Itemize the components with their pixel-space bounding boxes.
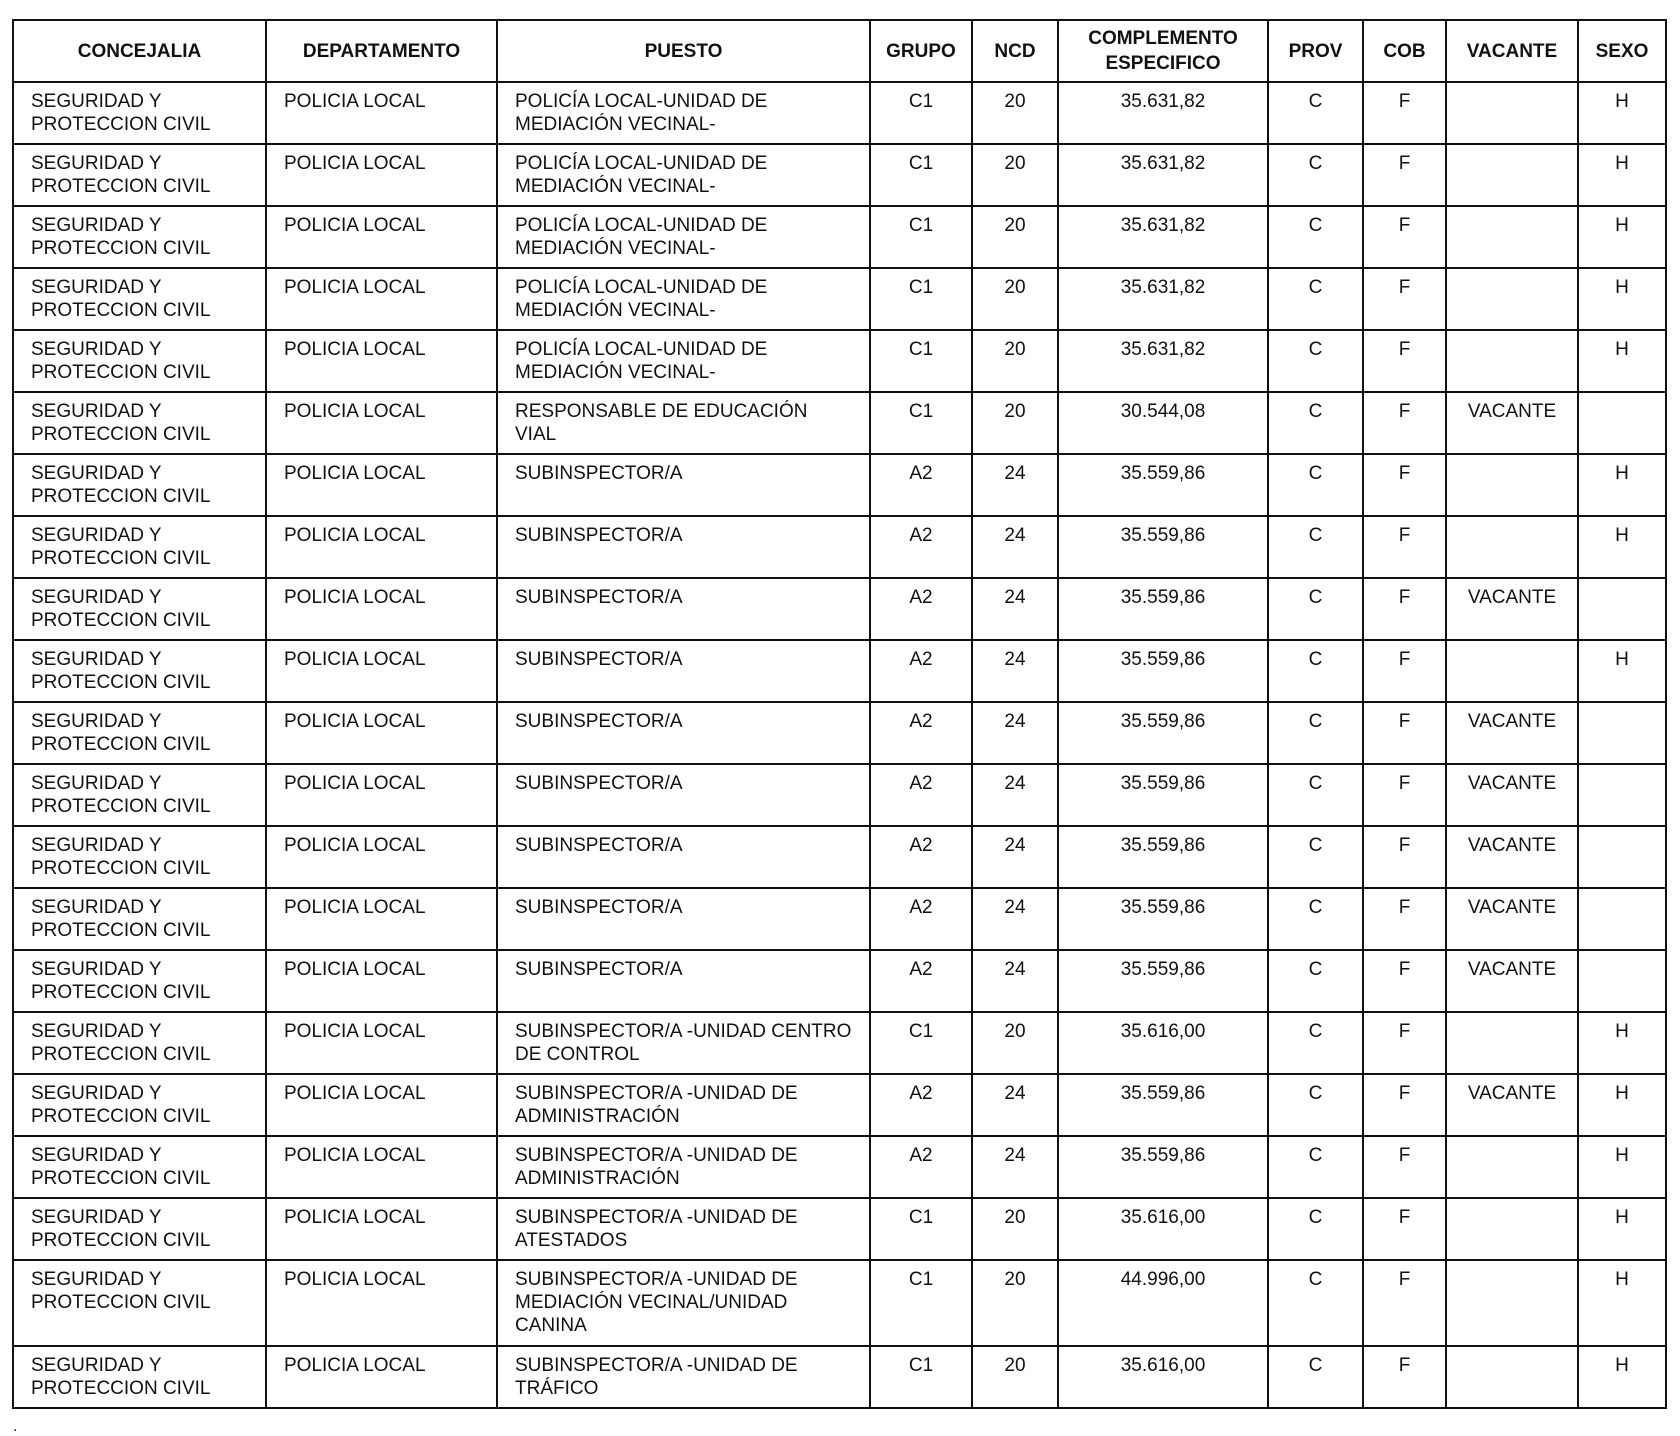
cell-concejalia: SEGURIDAD Y PROTECCION CIVIL xyxy=(13,392,266,454)
cell-complemento-especifico: 35.616,00 xyxy=(1058,1346,1268,1408)
cell-puesto: POLICÍA LOCAL-UNIDAD DE MEDIACIÓN VECINAL- xyxy=(497,268,870,330)
table-row xyxy=(13,144,1666,206)
cell-cob: F xyxy=(1363,1136,1446,1198)
cell-ncd: 24 xyxy=(972,888,1058,950)
cell-puesto: SUBINSPECTOR/A xyxy=(497,702,870,764)
cell-departamento: POLICIA LOCAL xyxy=(266,206,497,268)
cell-sexo: H xyxy=(1578,268,1666,330)
cell-puesto: POLICÍA LOCAL-UNIDAD DE MEDIACIÓN VECINAL- xyxy=(497,144,870,206)
cell-sexo: H xyxy=(1578,330,1666,392)
cell-concejalia: SEGURIDAD Y PROTECCION CIVIL xyxy=(13,516,266,578)
cell-puesto: POLICÍA LOCAL-UNIDAD DE MEDIACIÓN VECINAL- xyxy=(497,206,870,268)
cell-grupo: C1 xyxy=(870,82,972,144)
cell-concejalia: SEGURIDAD Y PROTECCION CIVIL xyxy=(13,1074,266,1136)
cell-ncd: 20 xyxy=(972,144,1058,206)
cell-sexo: H xyxy=(1578,1136,1666,1198)
cell-vacante xyxy=(1446,454,1578,516)
cell-departamento: POLICIA LOCAL xyxy=(266,1346,497,1408)
cell-ncd: 24 xyxy=(972,702,1058,764)
cell-vacante xyxy=(1446,1198,1578,1260)
cell-concejalia: SEGURIDAD Y PROTECCION CIVIL xyxy=(13,144,266,206)
cell-cob: F xyxy=(1363,1346,1446,1408)
cell-grupo: C1 xyxy=(870,206,972,268)
table-row xyxy=(13,454,1666,516)
cell-concejalia: SEGURIDAD Y PROTECCION CIVIL xyxy=(13,454,266,516)
cell-sexo: H xyxy=(1578,454,1666,516)
cell-complemento-especifico: 35.559,86 xyxy=(1058,764,1268,826)
cell-departamento: POLICIA LOCAL xyxy=(266,578,497,640)
cell-vacante xyxy=(1446,82,1578,144)
cell-ncd: 24 xyxy=(972,826,1058,888)
cell-cob: F xyxy=(1363,206,1446,268)
cell-ncd: 20 xyxy=(972,206,1058,268)
cell-grupo: A2 xyxy=(870,702,972,764)
cell-vacante xyxy=(1446,144,1578,206)
cell-cob: F xyxy=(1363,516,1446,578)
cell-ncd: 24 xyxy=(972,454,1058,516)
cell-puesto: SUBINSPECTOR/A -UNIDAD DE ADMINISTRACIÓN xyxy=(497,1074,870,1136)
column-header-complemento-especifico: COMPLEMENTO ESPECIFICO xyxy=(1058,20,1268,82)
cell-prov: C xyxy=(1268,206,1363,268)
cell-prov: C xyxy=(1268,888,1363,950)
cell-departamento: POLICIA LOCAL xyxy=(266,516,497,578)
cell-ncd: 24 xyxy=(972,1136,1058,1198)
column-header-sexo: SEXO xyxy=(1578,20,1666,82)
cell-prov: C xyxy=(1268,1136,1363,1198)
cell-complemento-especifico: 35.631,82 xyxy=(1058,144,1268,206)
cell-concejalia: SEGURIDAD Y PROTECCION CIVIL xyxy=(13,640,266,702)
cell-vacante: VACANTE xyxy=(1446,764,1578,826)
table-row xyxy=(13,1346,1666,1408)
cell-complemento-especifico: 30.544,08 xyxy=(1058,392,1268,454)
cell-departamento: POLICIA LOCAL xyxy=(266,330,497,392)
cell-departamento: POLICIA LOCAL xyxy=(266,268,497,330)
cell-ncd: 24 xyxy=(972,578,1058,640)
cell-grupo: A2 xyxy=(870,764,972,826)
cell-vacante: VACANTE xyxy=(1446,578,1578,640)
cell-vacante xyxy=(1446,1136,1578,1198)
cell-cob: F xyxy=(1363,268,1446,330)
cell-cob: F xyxy=(1363,764,1446,826)
cell-prov: C xyxy=(1268,1346,1363,1408)
cell-cob: F xyxy=(1363,144,1446,206)
cell-cob: F xyxy=(1363,1074,1446,1136)
cell-grupo: C1 xyxy=(870,392,972,454)
cell-vacante xyxy=(1446,330,1578,392)
cell-prov: C xyxy=(1268,1260,1363,1346)
cell-departamento: POLICIA LOCAL xyxy=(266,764,497,826)
cell-grupo: C1 xyxy=(870,1012,972,1074)
cell-cob: F xyxy=(1363,82,1446,144)
table-row xyxy=(13,826,1666,888)
cell-prov: C xyxy=(1268,578,1363,640)
cell-sexo: H xyxy=(1578,144,1666,206)
cell-complemento-especifico: 35.631,82 xyxy=(1058,268,1268,330)
column-header-grupo: GRUPO xyxy=(870,20,972,82)
table-row xyxy=(13,206,1666,268)
cell-cob: F xyxy=(1363,578,1446,640)
cell-complemento-especifico: 35.616,00 xyxy=(1058,1198,1268,1260)
cell-complemento-especifico: 35.559,86 xyxy=(1058,578,1268,640)
cell-departamento: POLICIA LOCAL xyxy=(266,392,497,454)
cell-prov: C xyxy=(1268,82,1363,144)
footer-mark: . xyxy=(13,1418,18,1435)
cell-cob: F xyxy=(1363,392,1446,454)
cell-vacante: VACANTE xyxy=(1446,392,1578,454)
cell-departamento: POLICIA LOCAL xyxy=(266,950,497,1012)
cell-grupo: A2 xyxy=(870,454,972,516)
cell-vacante: VACANTE xyxy=(1446,702,1578,764)
cell-sexo: H xyxy=(1578,516,1666,578)
table-row xyxy=(13,1074,1666,1136)
cell-puesto: POLICÍA LOCAL-UNIDAD DE MEDIACIÓN VECINAL- xyxy=(497,82,870,144)
cell-concejalia: SEGURIDAD Y PROTECCION CIVIL xyxy=(13,82,266,144)
cell-puesto: SUBINSPECTOR/A -UNIDAD DE TRÁFICO xyxy=(497,1346,870,1408)
cell-puesto: SUBINSPECTOR/A xyxy=(497,950,870,1012)
cell-puesto: SUBINSPECTOR/A xyxy=(497,888,870,950)
cell-ncd: 24 xyxy=(972,1074,1058,1136)
cell-cob: F xyxy=(1363,826,1446,888)
cell-departamento: POLICIA LOCAL xyxy=(266,1260,497,1346)
cell-departamento: POLICIA LOCAL xyxy=(266,640,497,702)
cell-grupo: C1 xyxy=(870,330,972,392)
cell-vacante: VACANTE xyxy=(1446,1074,1578,1136)
cell-concejalia: SEGURIDAD Y PROTECCION CIVIL xyxy=(13,268,266,330)
cell-ncd: 20 xyxy=(972,1198,1058,1260)
cell-concejalia: SEGURIDAD Y PROTECCION CIVIL xyxy=(13,1260,266,1346)
cell-puesto: SUBINSPECTOR/A xyxy=(497,826,870,888)
cell-sexo: H xyxy=(1578,206,1666,268)
cell-grupo: A2 xyxy=(870,1136,972,1198)
cell-sexo xyxy=(1578,578,1666,640)
cell-concejalia: SEGURIDAD Y PROTECCION CIVIL xyxy=(13,888,266,950)
cell-complemento-especifico: 44.996,00 xyxy=(1058,1260,1268,1346)
table-row xyxy=(13,702,1666,764)
cell-concejalia: SEGURIDAD Y PROTECCION CIVIL xyxy=(13,578,266,640)
cell-puesto: SUBINSPECTOR/A -UNIDAD DE MEDIACIÓN VECINAL/UNIDAD CANINA xyxy=(497,1260,870,1346)
cell-departamento: POLICIA LOCAL xyxy=(266,454,497,516)
cell-concejalia: SEGURIDAD Y PROTECCION CIVIL xyxy=(13,330,266,392)
cell-puesto: SUBINSPECTOR/A xyxy=(497,516,870,578)
cell-departamento: POLICIA LOCAL xyxy=(266,1012,497,1074)
column-header-vacante: VACANTE xyxy=(1446,20,1578,82)
cell-concejalia: SEGURIDAD Y PROTECCION CIVIL xyxy=(13,950,266,1012)
cell-cob: F xyxy=(1363,702,1446,764)
cell-ncd: 24 xyxy=(972,516,1058,578)
cell-cob: F xyxy=(1363,950,1446,1012)
column-header-puesto: PUESTO xyxy=(497,20,870,82)
cell-sexo: H xyxy=(1578,1260,1666,1346)
cell-sexo xyxy=(1578,950,1666,1012)
table-row xyxy=(13,82,1666,144)
cell-puesto: RESPONSABLE DE EDUCACIÓN VIAL xyxy=(497,392,870,454)
cell-grupo: C1 xyxy=(870,144,972,206)
cell-concejalia: SEGURIDAD Y PROTECCION CIVIL xyxy=(13,206,266,268)
cell-prov: C xyxy=(1268,144,1363,206)
cell-sexo xyxy=(1578,392,1666,454)
cell-grupo: A2 xyxy=(870,516,972,578)
cell-vacante xyxy=(1446,206,1578,268)
column-header-ncd: NCD xyxy=(972,20,1058,82)
cell-complemento-especifico: 35.559,86 xyxy=(1058,702,1268,764)
column-header-prov: PROV xyxy=(1268,20,1363,82)
cell-ncd: 20 xyxy=(972,1346,1058,1408)
cell-complemento-especifico: 35.559,86 xyxy=(1058,640,1268,702)
cell-prov: C xyxy=(1268,330,1363,392)
cell-prov: C xyxy=(1268,516,1363,578)
cell-complemento-especifico: 35.559,86 xyxy=(1058,888,1268,950)
cell-vacante xyxy=(1446,268,1578,330)
table-row xyxy=(13,268,1666,330)
table-row xyxy=(13,392,1666,454)
cell-vacante xyxy=(1446,1260,1578,1346)
table-row xyxy=(13,330,1666,392)
table-row xyxy=(13,578,1666,640)
cell-grupo: C1 xyxy=(870,1346,972,1408)
cell-sexo: H xyxy=(1578,640,1666,702)
cell-departamento: POLICIA LOCAL xyxy=(266,1198,497,1260)
cell-cob: F xyxy=(1363,888,1446,950)
cell-prov: C xyxy=(1268,702,1363,764)
cell-concejalia: SEGURIDAD Y PROTECCION CIVIL xyxy=(13,764,266,826)
cell-departamento: POLICIA LOCAL xyxy=(266,702,497,764)
cell-grupo: A2 xyxy=(870,1074,972,1136)
cell-concejalia: SEGURIDAD Y PROTECCION CIVIL xyxy=(13,1136,266,1198)
cell-departamento: POLICIA LOCAL xyxy=(266,144,497,206)
cell-complemento-especifico: 35.631,82 xyxy=(1058,206,1268,268)
cell-ncd: 20 xyxy=(972,392,1058,454)
cell-complemento-especifico: 35.616,00 xyxy=(1058,1012,1268,1074)
cell-prov: C xyxy=(1268,826,1363,888)
cell-grupo: A2 xyxy=(870,950,972,1012)
cell-grupo: C1 xyxy=(870,268,972,330)
cell-puesto: SUBINSPECTOR/A xyxy=(497,764,870,826)
cell-concejalia: SEGURIDAD Y PROTECCION CIVIL xyxy=(13,702,266,764)
cell-prov: C xyxy=(1268,764,1363,826)
cell-sexo: H xyxy=(1578,1198,1666,1260)
cell-cob: F xyxy=(1363,640,1446,702)
cell-departamento: POLICIA LOCAL xyxy=(266,1074,497,1136)
cell-grupo: C1 xyxy=(870,1260,972,1346)
cell-complemento-especifico: 35.631,82 xyxy=(1058,330,1268,392)
table-row xyxy=(13,1260,1666,1346)
cell-sexo xyxy=(1578,702,1666,764)
table-row xyxy=(13,516,1666,578)
cell-cob: F xyxy=(1363,1260,1446,1346)
column-header-cob: COB xyxy=(1363,20,1446,82)
cell-puesto: SUBINSPECTOR/A -UNIDAD DE ATESTADOS xyxy=(497,1198,870,1260)
cell-ncd: 20 xyxy=(972,268,1058,330)
cell-ncd: 20 xyxy=(972,330,1058,392)
cell-ncd: 24 xyxy=(972,640,1058,702)
cell-puesto: SUBINSPECTOR/A xyxy=(497,454,870,516)
cell-departamento: POLICIA LOCAL xyxy=(266,82,497,144)
cell-complemento-especifico: 35.559,86 xyxy=(1058,516,1268,578)
cell-puesto: POLICÍA LOCAL-UNIDAD DE MEDIACIÓN VECINAL- xyxy=(497,330,870,392)
table-row xyxy=(13,888,1666,950)
cell-vacante xyxy=(1446,1012,1578,1074)
column-header-concejalia: CONCEJALIA xyxy=(13,20,266,82)
cell-concejalia: SEGURIDAD Y PROTECCION CIVIL xyxy=(13,1198,266,1260)
cell-puesto: SUBINSPECTOR/A -UNIDAD CENTRO DE CONTROL xyxy=(497,1012,870,1074)
cell-vacante xyxy=(1446,640,1578,702)
table-row xyxy=(13,640,1666,702)
cell-complemento-especifico: 35.631,82 xyxy=(1058,82,1268,144)
cell-vacante xyxy=(1446,1346,1578,1408)
table-row xyxy=(13,1012,1666,1074)
cell-concejalia: SEGURIDAD Y PROTECCION CIVIL xyxy=(13,1012,266,1074)
cell-departamento: POLICIA LOCAL xyxy=(266,888,497,950)
cell-departamento: POLICIA LOCAL xyxy=(266,826,497,888)
cell-sexo: H xyxy=(1578,82,1666,144)
column-header-departamento: DEPARTAMENTO xyxy=(266,20,497,82)
cell-ncd: 20 xyxy=(972,1012,1058,1074)
cell-complemento-especifico: 35.559,86 xyxy=(1058,950,1268,1012)
cell-prov: C xyxy=(1268,640,1363,702)
cell-sexo: H xyxy=(1578,1012,1666,1074)
cell-departamento: POLICIA LOCAL xyxy=(266,1136,497,1198)
cell-prov: C xyxy=(1268,268,1363,330)
cell-complemento-especifico: 35.559,86 xyxy=(1058,1136,1268,1198)
cell-ncd: 24 xyxy=(972,764,1058,826)
header-row xyxy=(13,20,1666,82)
cell-vacante: VACANTE xyxy=(1446,826,1578,888)
cell-prov: C xyxy=(1268,1198,1363,1260)
cell-sexo: H xyxy=(1578,1074,1666,1136)
cell-vacante: VACANTE xyxy=(1446,950,1578,1012)
cell-ncd: 24 xyxy=(972,950,1058,1012)
table-row xyxy=(13,1198,1666,1260)
cell-prov: C xyxy=(1268,454,1363,516)
cell-prov: C xyxy=(1268,1012,1363,1074)
cell-puesto: SUBINSPECTOR/A xyxy=(497,640,870,702)
cell-sexo xyxy=(1578,826,1666,888)
cell-ncd: 20 xyxy=(972,1260,1058,1346)
cell-sexo xyxy=(1578,764,1666,826)
cell-prov: C xyxy=(1268,950,1363,1012)
cell-prov: C xyxy=(1268,392,1363,454)
cell-grupo: A2 xyxy=(870,826,972,888)
cell-puesto: SUBINSPECTOR/A xyxy=(497,578,870,640)
positions-table xyxy=(12,19,1667,1409)
cell-grupo: A2 xyxy=(870,578,972,640)
cell-concejalia: SEGURIDAD Y PROTECCION CIVIL xyxy=(13,1346,266,1408)
cell-cob: F xyxy=(1363,330,1446,392)
cell-cob: F xyxy=(1363,1198,1446,1260)
cell-complemento-especifico: 35.559,86 xyxy=(1058,454,1268,516)
table-row xyxy=(13,950,1666,1012)
cell-grupo: A2 xyxy=(870,888,972,950)
table-row xyxy=(13,764,1666,826)
cell-prov: C xyxy=(1268,1074,1363,1136)
cell-cob: F xyxy=(1363,454,1446,516)
cell-vacante: VACANTE xyxy=(1446,888,1578,950)
cell-cob: F xyxy=(1363,1012,1446,1074)
cell-ncd: 20 xyxy=(972,82,1058,144)
cell-grupo: A2 xyxy=(870,640,972,702)
cell-puesto: SUBINSPECTOR/A -UNIDAD DE ADMINISTRACIÓN xyxy=(497,1136,870,1198)
cell-vacante xyxy=(1446,516,1578,578)
cell-sexo: H xyxy=(1578,1346,1666,1408)
cell-grupo: C1 xyxy=(870,1198,972,1260)
cell-concejalia: SEGURIDAD Y PROTECCION CIVIL xyxy=(13,826,266,888)
cell-complemento-especifico: 35.559,86 xyxy=(1058,826,1268,888)
cell-complemento-especifico: 35.559,86 xyxy=(1058,1074,1268,1136)
table-row xyxy=(13,1136,1666,1198)
cell-sexo xyxy=(1578,888,1666,950)
